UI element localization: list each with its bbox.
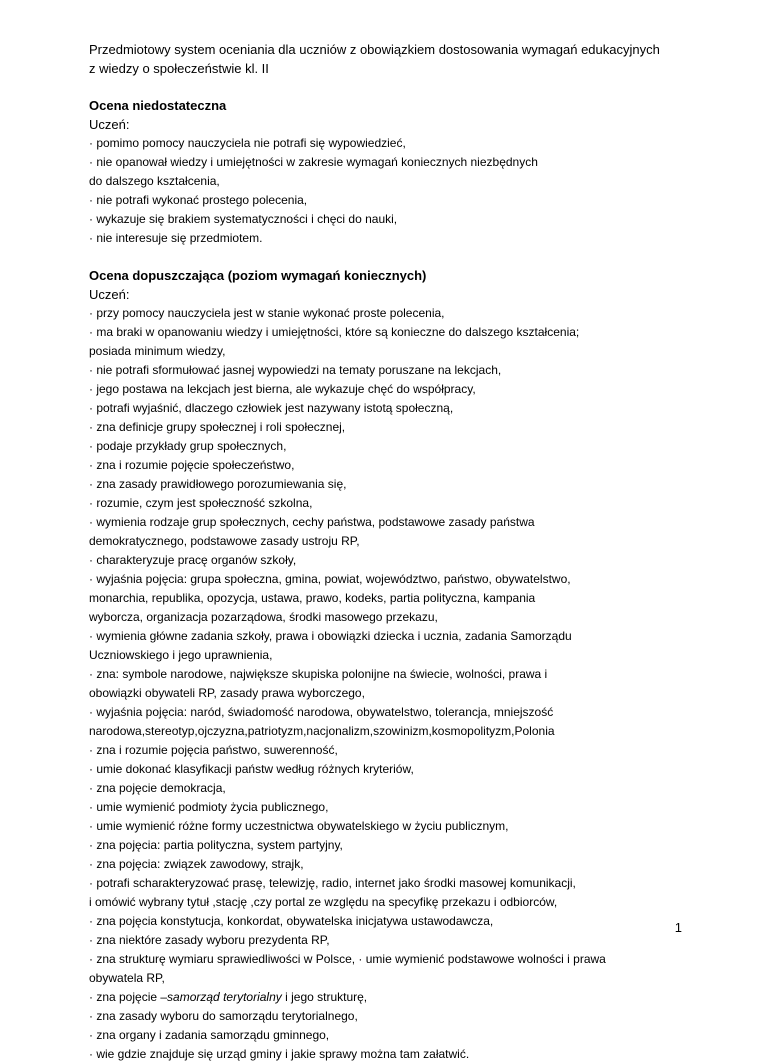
list-line: · wymienia główne zadania szkoły, prawa i obowiązki dziecka i ucznia, zadania Samorządu <box>89 629 572 643</box>
list-line: · umie wymienić różne formy uczestnictwa obywatelskiego w życiu publicznym, <box>89 819 509 833</box>
list-line-italic <box>89 988 689 1007</box>
list-line: obywatela RP, <box>89 971 165 985</box>
italic-term: samorząd terytorialny <box>167 990 282 1004</box>
section-lines-after <box>89 1007 689 1064</box>
list-line: · umie wymienić podmioty życia publicznego, <box>89 800 329 814</box>
list-line: · zna niektóre zasady wyboru prezydenta RP, <box>89 933 330 947</box>
section-dopuszczajaca <box>89 266 689 1064</box>
list-line: monarchia, republika, opozycja, ustawa, prawo, kodeks, partia polityczna, kampania <box>89 591 536 605</box>
text-before: · zna pojęcie – <box>89 990 168 1004</box>
list-line: · potrafi wyjaśnić, dlaczego człowiek jest nazywany istotą społeczną, <box>89 401 454 415</box>
list-line: · jego postawa na lekcjach jest bierna, ale wykazuje chęć do współpracy, <box>89 382 476 396</box>
list-line: · zna: symbole narodowe, największe skupiska polonijne na świecie, wolności, prawa i <box>89 667 548 681</box>
section-lead: Uczeń: <box>89 287 130 302</box>
list-line: · pomimo pomocy nauczyciela nie potrafi się wypowiedzieć, <box>89 136 406 150</box>
list-line: obowiązki obywateli RP, zasady prawa wyborczego, <box>89 686 365 700</box>
section-lead: Uczeń: <box>89 117 130 132</box>
list-line: · zna i rozumie pojęcia państwo, suwerenność, <box>89 743 338 757</box>
list-line: · nie potrafi wykonać prostego polecenia, <box>89 193 308 207</box>
list-line: · nie interesuje się przedmiotem. <box>89 231 263 245</box>
text-after: i jego strukturę, <box>281 990 368 1004</box>
list-line: · zna definicje grupy społecznej i roli społecznej, <box>89 420 346 434</box>
list-line: · zna pojęcia konstytucja, konkordat, obywatelska inicjatywa ustawodawcza, <box>89 914 494 928</box>
list-line: demokratycznego, podstawowe zasady ustroju RP, <box>89 534 360 548</box>
page-number: 1 <box>674 920 682 935</box>
section-lines <box>89 134 689 248</box>
list-line: do dalszego kształcenia, <box>89 174 220 188</box>
section-niedostateczna <box>89 96 689 248</box>
list-line: · wymienia rodzaje grup społecznych, cechy państwa, podstawowe zasady państwa <box>89 515 535 529</box>
list-line: · nie opanował wiedzy i umiejętności w zakresie wymagań koniecznych niezbędnych <box>89 155 538 169</box>
list-line: · umie dokonać klasyfikacji państw według różnych kryteriów, <box>89 762 414 776</box>
list-line: · podaje przykłady grup społecznych, <box>89 439 287 453</box>
list-line: wyborcza, organizacja pozarządowa, środki masowego przekazu, <box>89 610 438 624</box>
list-line: · wykazuje się brakiem systematyczności i chęci do nauki, <box>89 212 398 226</box>
document-title-line-2: z wiedzy o społeczeństwie kl. II <box>89 61 269 76</box>
list-line: · zna pojęcia: związek zawodowy, strajk, <box>89 857 304 871</box>
list-line: · zna organy i zadania samorządu gminnego, <box>89 1028 330 1042</box>
list-line: · wyjaśnia pojęcia: naród, świadomość narodowa, obywatelstwo, tolerancja, mniejszość <box>89 705 554 719</box>
list-line: · przy pomocy nauczyciela jest w stanie wykonać proste polecenia, <box>89 306 445 320</box>
list-line: · rozumie, czym jest społeczność szkolna, <box>89 496 313 510</box>
list-line: · wie gdzie znajduje się urząd gminy i jakie sprawy można tam załatwić. <box>89 1047 470 1061</box>
list-line: · potrafi scharakteryzować prasę, telewizję, radio, internet jako środki masowej komunikacji, <box>89 876 576 890</box>
list-line: · ma braki w opanowaniu wiedzy i umiejętności, które są konieczne do dalszego kształcenia; <box>89 325 580 339</box>
list-line: · zna i rozumie pojęcie społeczeństwo, <box>89 458 295 472</box>
list-line: · zna strukturę wymiaru sprawiedliwości w Polsce, · umie wymienić podstawowe wolności i prawa <box>89 952 606 966</box>
list-line: · zna zasady wyboru do samorządu terytorialnego, <box>89 1009 358 1023</box>
list-line: posiada minimum wiedzy, <box>89 344 226 358</box>
list-line: · zna pojęcia: partia polityczna, system partyjny, <box>89 838 343 852</box>
list-line: · zna pojęcie demokracja, <box>89 781 226 795</box>
section-heading: Ocena niedostateczna <box>89 98 227 113</box>
list-line: i omówić wybrany tytuł ,stację ,czy portal ze względu na specyfikę przekazu i odbiorców, <box>89 895 558 909</box>
page-content <box>89 40 689 1064</box>
document-title-line-1: Przedmiotowy system oceniania dla uczniów z obowiązkiem dostosowania wymagań edukacyjnych <box>89 42 660 57</box>
section-lines <box>89 304 689 988</box>
list-line: · wyjaśnia pojęcia: grupa społeczna, gmina, powiat, województwo, państwo, obywatelstwo, <box>89 572 571 586</box>
section-heading: Ocena dopuszczająca (poziom wymagań koniecznych) <box>89 268 427 283</box>
list-line: narodowa,stereotyp,ojczyzna,patriotyzm,nacjonalizm,szowinizm,kosmopolityzm,Polonia <box>89 724 555 738</box>
list-line: · charakteryzuje pracę organów szkoły, <box>89 553 297 567</box>
list-line: · zna zasady prawidłowego porozumiewania się, <box>89 477 347 491</box>
list-line: Uczniowskiego i jego uprawnienia, <box>89 648 273 662</box>
list-line: · nie potrafi sformułować jasnej wypowiedzi na tematy poruszane na lekcjach, <box>89 363 502 377</box>
